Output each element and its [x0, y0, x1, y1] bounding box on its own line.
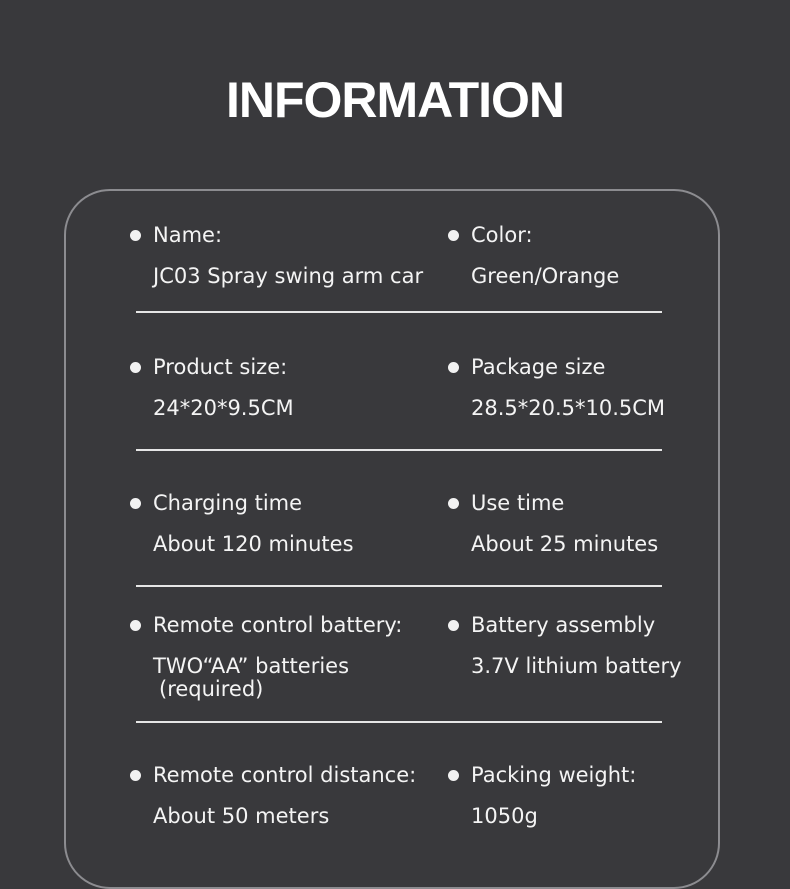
- bullet-icon: [448, 230, 459, 241]
- row-divider: [136, 721, 662, 723]
- spec-value: 28.5*20.5*10.5CM: [471, 396, 666, 420]
- bullet-icon: [448, 620, 459, 631]
- row-divider: [136, 311, 662, 313]
- bullet-icon: [448, 770, 459, 781]
- page-title: INFORMATION: [225, 71, 565, 128]
- bullet-icon: [130, 770, 141, 781]
- spec-label: Remote control battery:: [153, 613, 403, 637]
- bullet-icon: [130, 230, 141, 241]
- bullet-icon: [130, 362, 141, 373]
- spec-label: Package size: [471, 355, 606, 379]
- bullet-icon: [130, 498, 141, 509]
- spec-label: Name:: [153, 223, 223, 247]
- spec-label: Remote control distance:: [153, 763, 417, 787]
- spec-value: JC03 Spray swing arm car: [153, 264, 424, 288]
- spec-label: Color:: [471, 223, 533, 247]
- spec-value: 24*20*9.5CM: [153, 396, 294, 420]
- spec-label: Use time: [471, 491, 565, 515]
- spec-label: Battery assembly: [471, 613, 656, 637]
- spec-note: (required): [159, 677, 264, 701]
- row-divider: [136, 449, 662, 451]
- bullet-icon: [130, 620, 141, 631]
- spec-label: Charging time: [153, 491, 303, 515]
- spec-label: Product size:: [153, 355, 288, 379]
- bullet-icon: [448, 498, 459, 509]
- row-divider: [136, 585, 662, 587]
- spec-label: Packing weight:: [471, 763, 637, 787]
- spec-value: Green/Orange: [471, 264, 620, 288]
- spec-value: 3.7V lithium battery: [471, 654, 682, 678]
- spec-value: About 25 minutes: [471, 532, 659, 556]
- spec-value: 1050g: [471, 804, 538, 828]
- bullet-icon: [448, 362, 459, 373]
- spec-value: About 120 minutes: [153, 532, 354, 556]
- spec-value: About 50 meters: [153, 804, 330, 828]
- spec-value: TWO“AA” batteries: [153, 654, 350, 678]
